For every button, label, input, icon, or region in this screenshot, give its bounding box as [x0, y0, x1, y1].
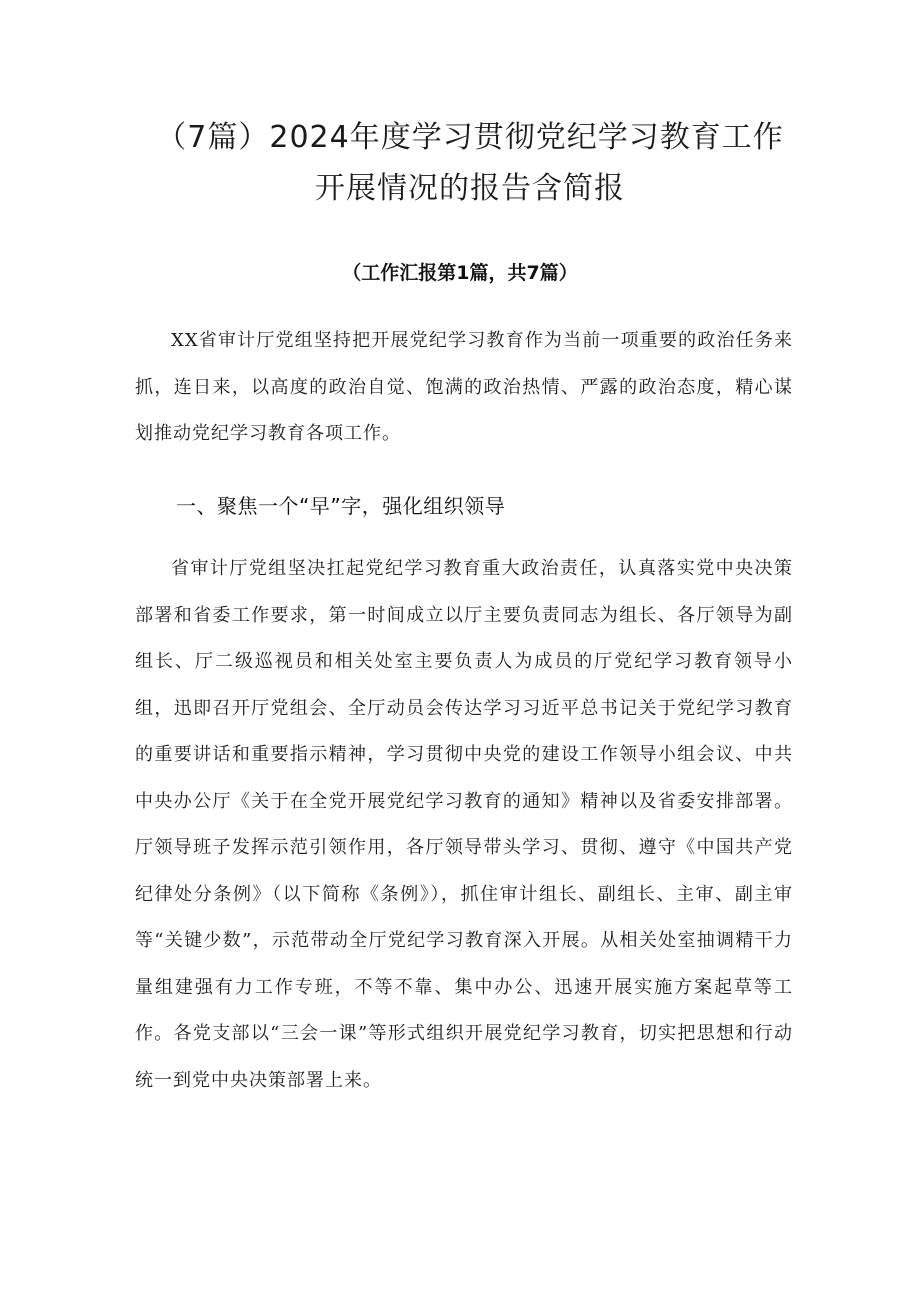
intro-paragraph: XX省审计厅党组坚持把开展党纪学习教育作为当前一项重要的政治任务来抓，连日来，以高度的政治自觉、饱满的政治热情、严露的政治态度，精心谋划推动党纪学习教育各项工作。 [135, 330, 793, 444]
section-heading-1: 一、聚焦一个“早”字，强化组织领导 [176, 494, 506, 518]
document-subtitle: （工作汇报第1篇，共7篇） [342, 262, 578, 284]
section-1-paragraph: 省审计厅党组坚决扛起党纪学习教育重大政治责任，认真落实党中央决策部署和省委工作要求，第一时间成立以厅主要负责同志为组长、各厅领导为副组长、厅二级巡视员和相关处室主要负责人为成员的厅党纪学习教育领导小组，迅即召开厅党组会、全厅动员会传达学习习近平总书记关于党纪学习教育的重要讲话和重要指示精神，学习贯彻中央党的建设工作领导小组会议、中共中央办公厅《关于在全党开展党纪学习教育的通知》精神以及省委安排部署。厅领导班子发挥示范引领作用，各厅领导带头学习、贯彻、遵守《中国共产党纪律处分条例》（以下简称《条例》），抓住审计组长、副组长、主审、副主审等“关键少数”，示范带动全厅党纪学习教育深入开展。从相关处室抽调精干力量组建强有力工作专班，不等不靠、集中办公、迅速开展实施方案起草等工作。各党支部以“三会一课”等形式组织开展党纪学习教育，切实把思想和行动统一到党中央决策部署上来。 [135, 558, 793, 1091]
document-title-line-1: （7篇）2024年度学习贯彻党纪学习教育工作 [156, 120, 784, 155]
document-title-line-2: 开展情况的报告含简报 [315, 171, 625, 206]
